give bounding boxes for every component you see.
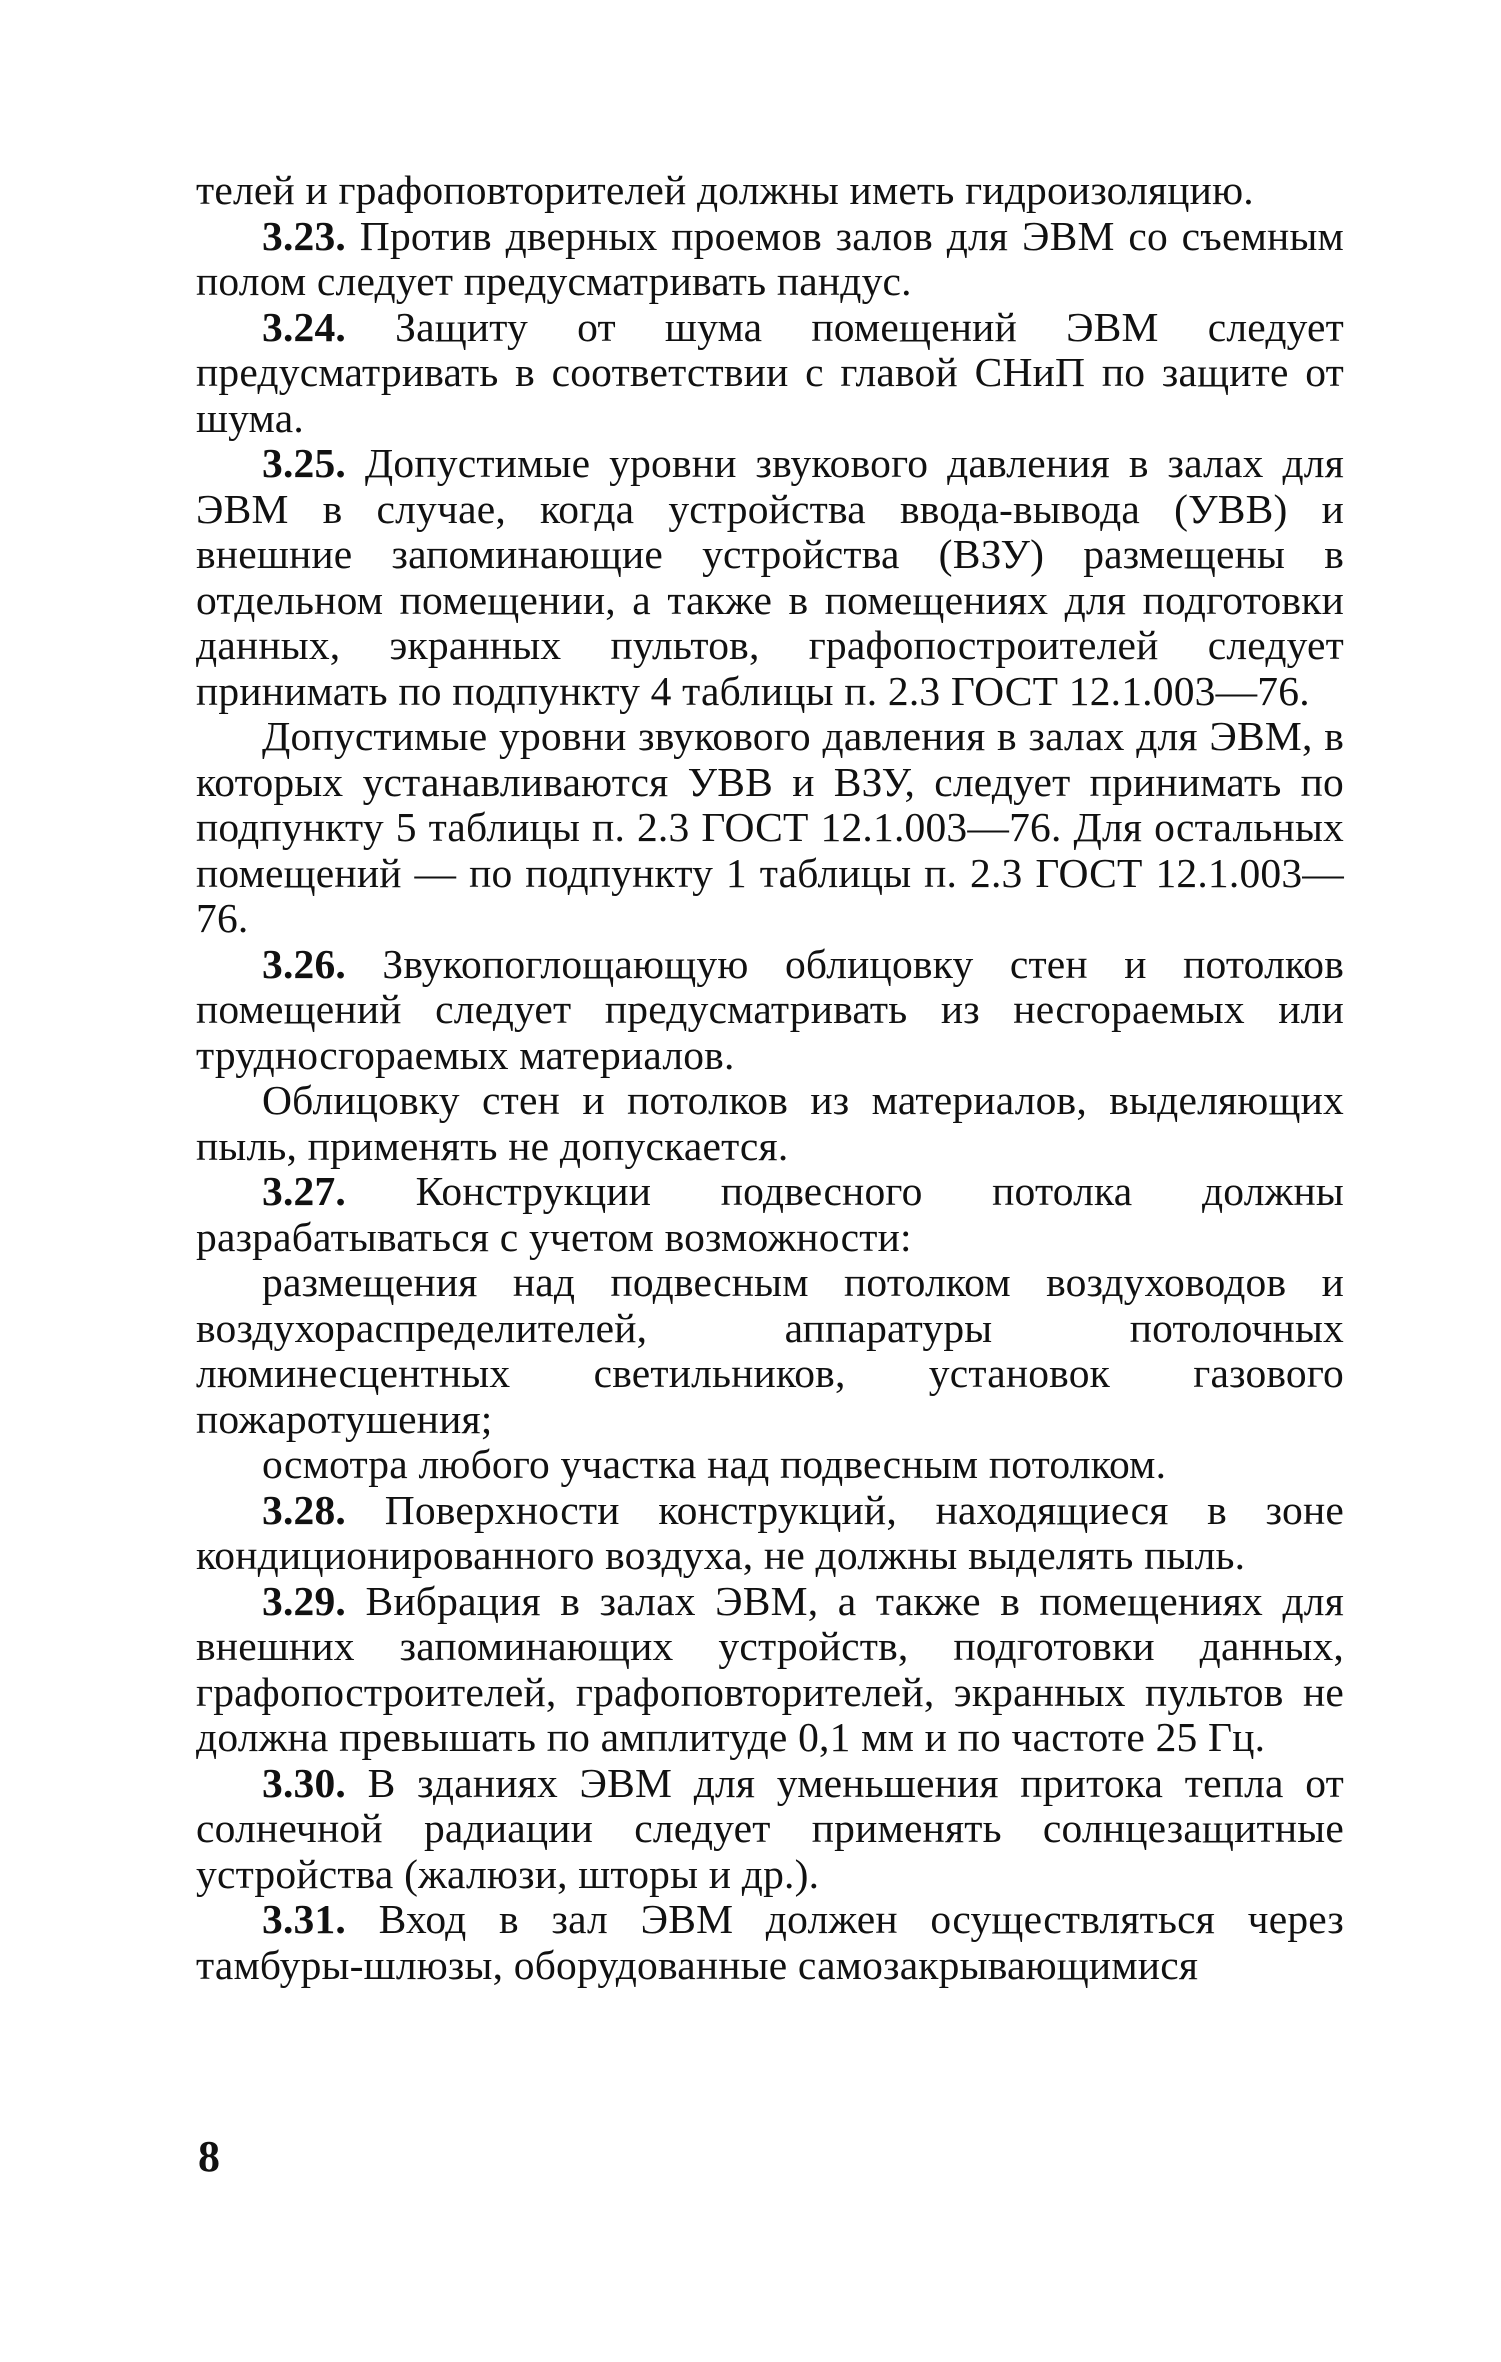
paragraph-3-27: 3.27. Конструкции подвесного потолка должны разрабатываться с учетом возможности: xyxy=(196,1168,1344,1260)
paragraph-3-24: 3.24. Защиту от шума помещений ЭВМ следует предусматривать в соответствии с главой СНиП по защите от шума. xyxy=(196,303,1345,441)
document-body xyxy=(196,168,1344,1988)
clause-number: 3.26. xyxy=(262,940,346,987)
clause-number: 3.24. xyxy=(262,303,346,350)
paragraph-3-31: 3.31. Вход в зал ЭВМ должен осуществляться через тамбуры-шлюзы, оборудованные самозакрывающимися xyxy=(196,1896,1344,1988)
page-number: 8 xyxy=(198,2132,220,2181)
paragraph-3-29: 3.29. Вибрация в залах ЭВМ, а также в помещениях для внешних запоминающих устройств, подготовки данных, графопостроителей, графоповторителей, экранных пультов не должна превышать по амплитуде 0,1 мм и по частоте 25 Гц. xyxy=(196,1577,1344,1760)
clause-number: 3.28. xyxy=(262,1486,346,1533)
clause-number: 3.29. xyxy=(262,1577,346,1624)
paragraph-continuation: телей и графоповторителей должны иметь гидроизоляцию. xyxy=(196,167,1254,213)
paragraph-3-26-continued: Облицовку стен и потолков из материалов, выделяющих пыль, применять не допускается. xyxy=(196,1077,1344,1169)
clause-number: 3.31. xyxy=(262,1896,346,1942)
clause-number: 3.25. xyxy=(262,440,346,486)
paragraph-3-27-item-2: осмотра любого участка над подвесным потолком. xyxy=(262,1441,1167,1487)
paragraph-3-26: 3.26. Звукопоглощающую облицовку стен и потолков помещений следует предусматривать из несгораемых или трудносгораемых материалов. xyxy=(196,940,1344,1078)
paragraph-3-28: 3.28. Поверхности конструкций, находящиеся в зоне кондиционированного воздуха, не должны выделять пыль. xyxy=(196,1486,1344,1578)
clause-number: 3.23. xyxy=(262,212,346,259)
paragraph-3-30: 3.30. В зданиях ЭВМ для уменьшения притока тепла от солнечной радиации следует применять солнцезащитные устройства (жалюзи, шторы и др.). xyxy=(196,1759,1344,1897)
paragraph-3-23: 3.23. Против дверных проемов залов для ЭВМ со съемным полом следует предусматривать пандус. xyxy=(196,212,1344,304)
paragraph-3-25-continued: Допустимые уровни звукового давления в залах для ЭВМ, в которых устанавливаются УВВ и ВЗУ, следует принимать по подпункту 5 таблицы п. 2.3 ГОСТ 12.1.003—76. Для остальных помещений — по подпункту 1 таблицы п. 2.3 ГОСТ 12.1.003—76. xyxy=(196,713,1344,941)
clause-number: 3.30. xyxy=(262,1759,346,1806)
paragraph-3-27-item-1: размещения над подвесным потолком воздуховодов и воздухораспределителей, аппаратуры потолочных люминесцентных светильников, установок газового пожаротушения; xyxy=(196,1259,1344,1442)
paragraph-3-25: 3.25. Допустимые уровни звукового давления в залах для ЭВМ в случае, когда устройства ввода-вывода (УВВ) и внешние запоминающие устройства (ВЗУ) размещены в отдельном помещении, а также в помещениях для подготовки данных, экранных пультов, графопостроителей следует принимать по подпункту 4 таблицы п. 2.3 ГОСТ 12.1.003—76. xyxy=(196,440,1345,714)
clause-number: 3.27. xyxy=(262,1168,346,1214)
